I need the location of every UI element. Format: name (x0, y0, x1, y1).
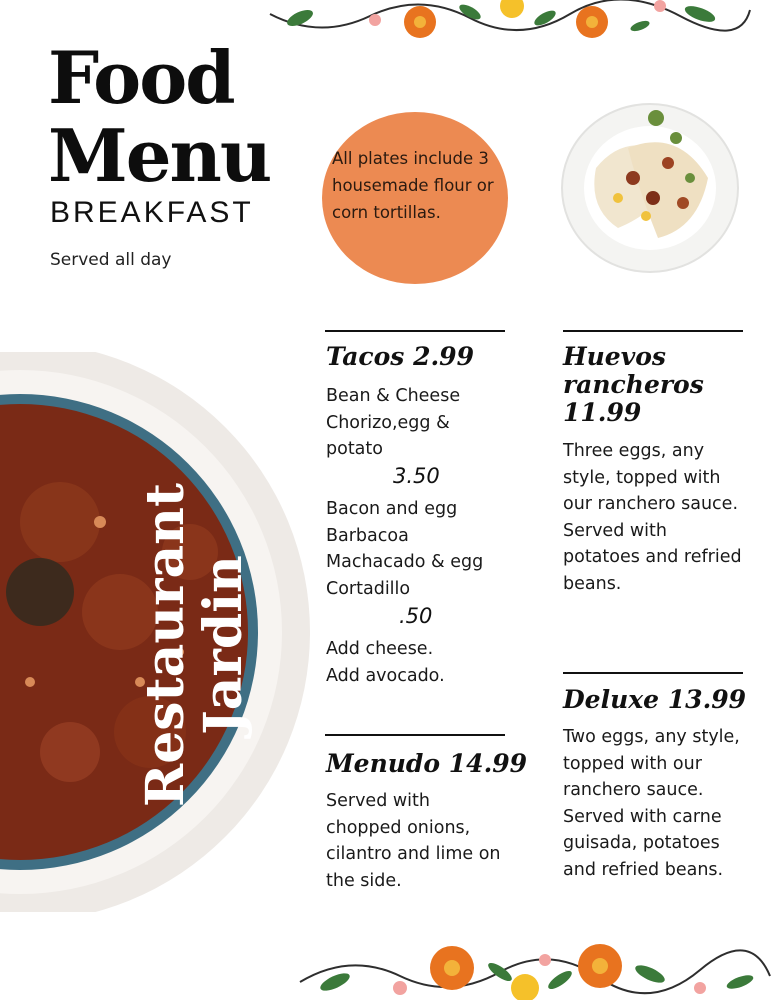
flower-icon (430, 946, 474, 990)
tortilla-note: All plates include 3 housemade flour or corn tortillas. (332, 149, 494, 222)
menu-subtitle: BREAKFAST (50, 196, 254, 229)
tacos-title: Tacos 2.99 (326, 342, 474, 371)
deluxe-description (563, 724, 740, 883)
floral-border-bottom (0, 932, 772, 1000)
title-menu: Menu (48, 113, 271, 198)
huevos-title-line: Huevos (563, 342, 666, 371)
tacos-item: Bacon and egg (326, 499, 458, 519)
tacos-group2 (326, 496, 483, 602)
restaurant-name-line2: Jardin (193, 555, 254, 735)
description-line: topped with our (563, 753, 702, 774)
flower-icon (576, 6, 608, 38)
flower-icon (404, 6, 436, 38)
description-line: our ranchero sauce. (563, 494, 739, 514)
huevos-title-line: rancheros (563, 370, 704, 399)
divider-rule (325, 734, 505, 736)
tacos-item: Cortadillo (326, 578, 411, 599)
title-food: Food (48, 35, 234, 120)
description-line: chopped onions, (326, 817, 471, 838)
divider-rule (563, 672, 743, 674)
deluxe-title: Deluxe 13.99 (563, 685, 747, 714)
tacos-item: Barbacoa (326, 525, 409, 546)
tacos-item: Add avocado. (326, 665, 445, 686)
huevos-title (563, 343, 704, 427)
description-line: Two eggs, any style, (563, 727, 740, 747)
tacos-item: Chorizo,egg & (326, 412, 450, 433)
served-note: Served all day (50, 250, 172, 270)
huevos-description (563, 438, 742, 597)
menudo-description (326, 788, 501, 894)
description-line: potatoes and refried (563, 547, 742, 567)
description-line: beans. (563, 573, 622, 594)
description-line: guisada, potatoes (563, 833, 720, 853)
description-line: cilantro and lime on (326, 844, 501, 864)
tacos-group1 (326, 383, 460, 463)
tacos-price-350: 3.50 (393, 464, 440, 488)
tacos-group3 (326, 636, 445, 689)
description-line: and refried beans. (563, 859, 724, 880)
description-line: Served with (326, 791, 430, 811)
restaurant-name-line1: Restaurant (135, 482, 196, 808)
description-line: Served with carne (563, 806, 722, 827)
flower-icon (578, 944, 622, 988)
tacos-item: Bean & Cheese (326, 386, 461, 406)
menudo-title: Menudo 14.99 (326, 749, 528, 778)
description-line: style, topped with (563, 467, 721, 488)
tacos-item: potato (326, 439, 383, 459)
huevos-title-line: 11.99 (563, 398, 642, 427)
tacos-price-addon: .50 (399, 604, 433, 628)
description-line: Three eggs, any (563, 441, 705, 461)
divider-rule (325, 330, 505, 332)
description-line: the side. (326, 870, 402, 891)
taco-plate-photo (558, 98, 742, 276)
divider-rule (563, 330, 743, 332)
tacos-item: Machacado & egg (326, 552, 484, 572)
tacos-item: Add cheese. (326, 639, 434, 659)
description-line: ranchero sauce. (563, 780, 704, 800)
description-line: Served with (563, 520, 667, 541)
